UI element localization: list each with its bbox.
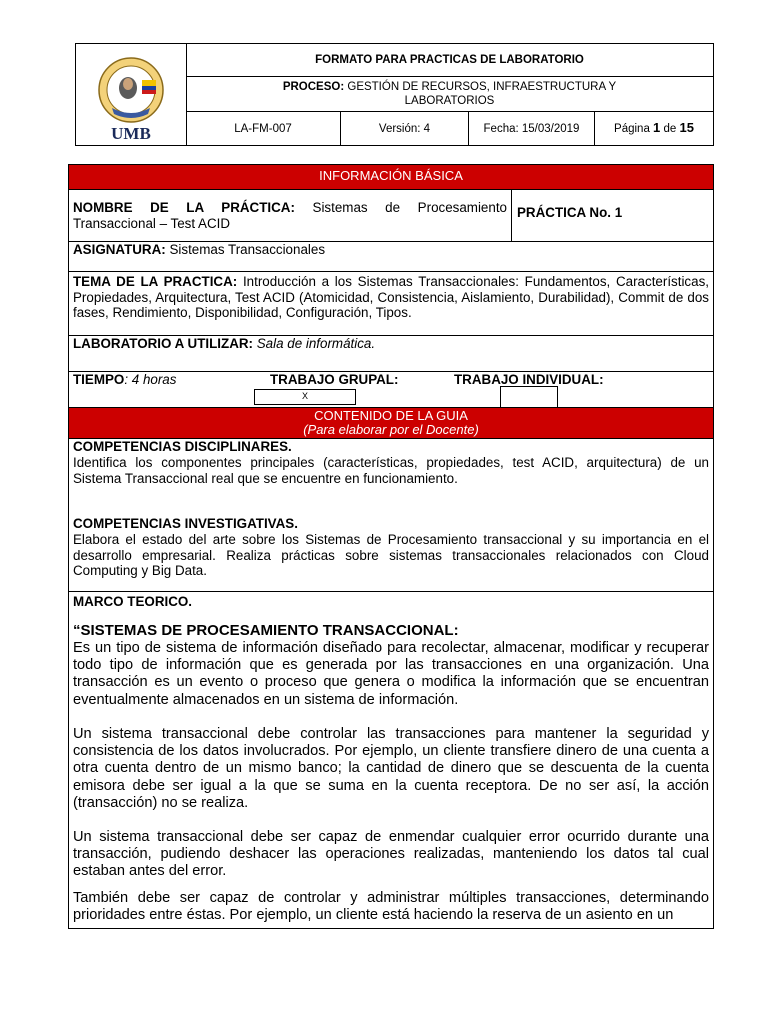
investigative-title: COMPETENCIAS INVESTIGATIVAS. (73, 516, 298, 531)
time-row (69, 372, 713, 408)
practice-number: PRÁCTICA No. 1 (517, 205, 623, 220)
competencies-row (69, 439, 713, 592)
group-work-label: TRABAJO GRUPAL: (270, 372, 399, 387)
version: Versión: 4 (340, 112, 468, 145)
process-label: PROCESO: (282, 81, 345, 93)
subject-row: ASIGNATURA: Sistemas Transaccionales (69, 242, 713, 272)
topic-row (69, 272, 713, 336)
page-indicator: Página 1 de 15 (594, 112, 713, 145)
university-seal-logo (76, 44, 186, 145)
date: Fecha: 15/03/2019 (468, 112, 594, 145)
investigative-text: Elabora el estado del arte sobre los Sistemas de Procesamiento transaccional y su importancia en el desarrollo empresarial. Realiza prácticas sobre sistemas transaccionales relacionados con Cloud Computing y Big Data. (73, 532, 709, 579)
lab-row (69, 336, 713, 372)
column-divider (511, 190, 512, 241)
svg-text:UMB: UMB (111, 124, 151, 143)
theory-paragraph-2: Un sistema transaccional debe controlar las transacciones para mantener la seguridad y consistencia de los datos involucrados. Por ejemplo, un cliente transfiere dinero de una cuenta a otra cuenta dentro de un mismo banco; la cantidad de dinero que se descuenta de la cuenta emisora debe ser igual a la que se suma en la cuenta receptora. De no ser así, la acción (transacción) no se realiza. (73, 726, 709, 811)
guide-heading (69, 408, 713, 439)
document-header (75, 43, 714, 146)
lab-cell: LABORATORIO A UTILIZAR: Sala de informática. (73, 336, 376, 351)
theory-paragraph-1: Es un tipo de sistema de información diseñado para recolectar, almacenar, modificar y recuperar todo tipo de información que es generada por las transacciones en una organización. Una transacción es un evento o proceso que genera o modifica la información que se encuentran eventualmente almacenados en un sistema de información. (73, 640, 709, 708)
group-work-checkbox[interactable]: X (254, 389, 356, 405)
practice-name-cell: NOMBRE DE LA PRÁCTICA: Sistemas de Procesamiento Transaccional – Test ACID (73, 200, 507, 231)
format-title: FORMATO PARA PRACTICAS DE LABORATORIO (186, 44, 713, 77)
section-title: “SISTEMAS DE PROCESAMIENTO TRANSACCIONAL: (73, 622, 459, 639)
process-cell (186, 77, 713, 112)
disciplinary-text: Identifica los componentes principales (características, propiedades, test ACID, arquitectura) de un Sistema Transaccional real que se encuentre en funcionamiento. (73, 455, 709, 486)
theory-title: MARCO TEORICO. (73, 594, 193, 609)
basic-info-heading: INFORMACIÓN BÁSICA (69, 165, 713, 190)
theory-section (69, 592, 713, 928)
disciplinary-title: COMPETENCIAS DISCIPLINARES. (73, 439, 292, 454)
topic-cell: TEMA DE LA PRACTICA: Introducción a los Sistemas Transaccionales: Fundamentos, Características, Propiedades, Arquitectura, Test ACID (Atomicidad, Consistencia, Aislamiento, Durabilidad), Commit de dos fases, Rendimiento, Disponibilidad, Configuración, Tipos. (73, 274, 709, 321)
form-code: LA-FM-007 (234, 122, 292, 135)
theory-paragraph-4: También debe ser capaz de controlar y administrar múltiples transacciones, determinando prioridades entre éstas. Por ejemplo, un cliente está haciendo la reserva de un asiento en un (73, 890, 709, 924)
logo-cell (76, 44, 187, 145)
individual-work-checkbox[interactable] (500, 386, 558, 408)
process-value: GESTIÓN DE RECURSOS, INFRAESTRUCTURA Y LABORATORIOS (347, 81, 617, 107)
guide-heading-subtitle: (Para elaborar por el Docente) (303, 422, 479, 437)
time-cell: TIEMPO: 4 horas (73, 372, 177, 387)
practice-name-row (69, 190, 713, 242)
guide-heading-title: CONTENIDO DE LA GUIA (314, 408, 468, 423)
theory-paragraph-3: Un sistema transaccional debe ser capaz de enmendar cualquier error ocurrido durante una transacción, pudiendo deshacer las operaciones realizadas, manteniendo los datos tal cual estaban antes del error. (73, 829, 709, 880)
individual-work-label: TRABAJO INDIVIDUAL: (454, 372, 604, 387)
practice-form (68, 164, 714, 929)
